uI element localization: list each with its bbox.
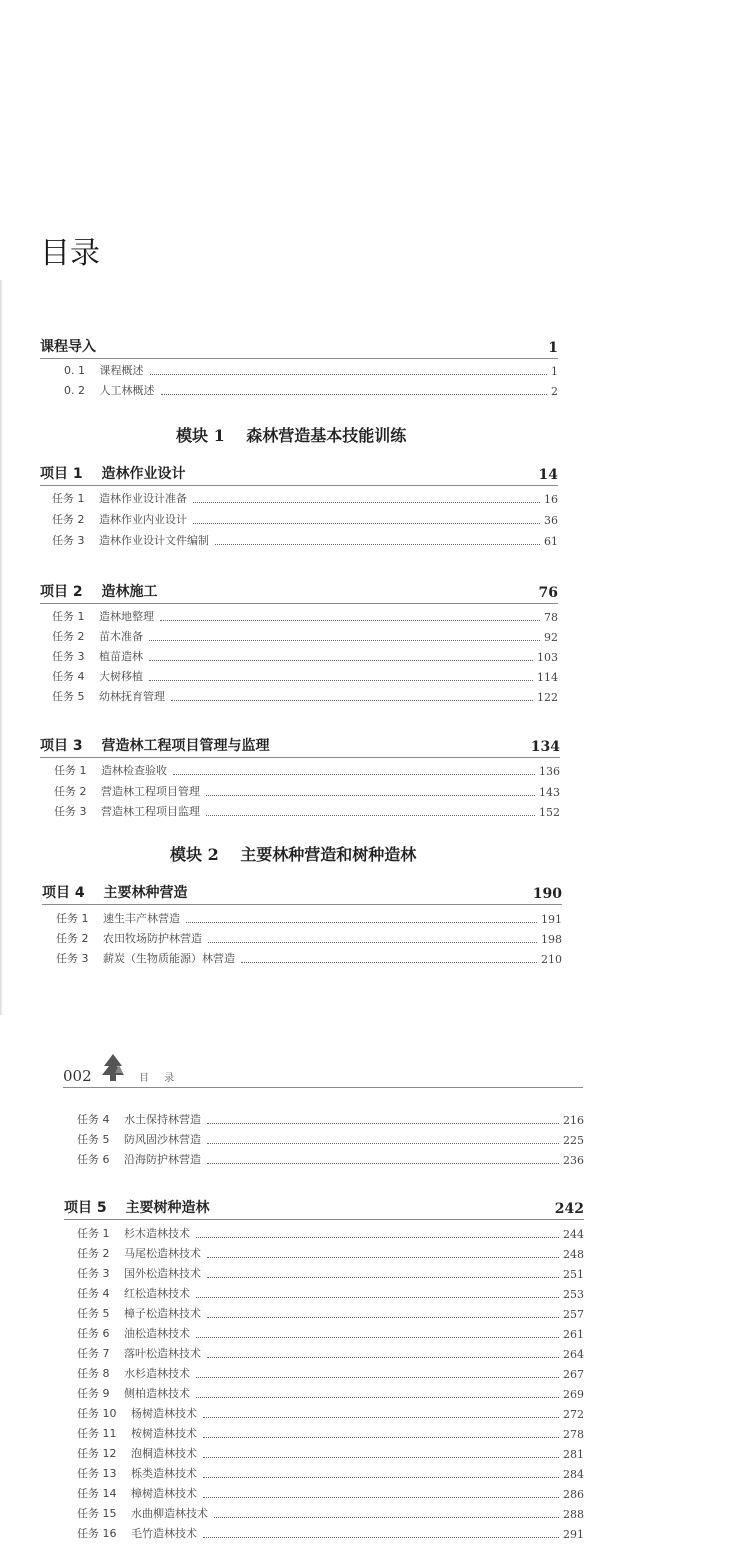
entry-label: 任务 5 樟子松造林技术 — [77, 1307, 201, 1320]
toc-entry[interactable] — [77, 1344, 584, 1361]
entry-page: 143 — [539, 786, 560, 799]
dot-leader — [207, 1143, 559, 1144]
entry-label: 任务 8 水杉造林技术 — [77, 1367, 190, 1380]
entry-page: 269 — [563, 1388, 584, 1401]
entry-page: 103 — [537, 651, 558, 664]
section-page: 14 — [538, 467, 558, 483]
toc-entry[interactable] — [77, 1364, 584, 1381]
entry-label: 任务 4 水土保持林营造 — [77, 1113, 201, 1126]
entry-page: 251 — [563, 1268, 584, 1281]
dot-leader — [203, 1417, 559, 1418]
toc-entry[interactable] — [52, 531, 558, 548]
section-project-2[interactable] — [40, 583, 558, 604]
toc-entry[interactable] — [77, 1424, 584, 1441]
toc-entry[interactable] — [77, 1110, 584, 1127]
entry-label: 任务 16 毛竹造林技术 — [77, 1527, 197, 1540]
entry-label: 任务 10 杨树造林技术 — [77, 1407, 197, 1420]
entry-label: 任务 4 红松造林技术 — [77, 1287, 190, 1300]
entry-page: 216 — [563, 1114, 584, 1127]
entry-label: 任务 1 造林检查验收 — [54, 764, 167, 777]
dot-leader — [203, 1457, 559, 1458]
dot-leader — [203, 1497, 559, 1498]
dot-leader — [173, 774, 535, 775]
entry-label: 任务 7 落叶松造林技术 — [77, 1347, 201, 1360]
entry-label: 任务 1 造林地整理 — [52, 610, 154, 623]
entry-page: 210 — [541, 953, 562, 966]
entry-label: 任务 2 营造林工程项目管理 — [54, 785, 200, 798]
entry-page: 264 — [563, 1348, 584, 1361]
entry-page: 2 — [551, 385, 558, 398]
entry-page: 78 — [544, 611, 558, 624]
toc-entry[interactable] — [77, 1324, 584, 1341]
entry-label: 0. 2 人工林概述 — [64, 384, 155, 397]
entry-page: 114 — [537, 671, 558, 684]
dot-leader — [149, 660, 533, 661]
section-page: 1 — [548, 340, 558, 356]
dot-leader — [203, 1437, 559, 1438]
entry-label: 任务 13 栎类造林技术 — [77, 1467, 197, 1480]
toc-entry[interactable] — [77, 1304, 584, 1321]
dot-leader — [215, 544, 540, 545]
entry-label: 任务 1 造林作业设计准备 — [52, 492, 187, 505]
entry-label: 任务 6 沿海防护林营造 — [77, 1153, 201, 1166]
entry-page: 236 — [563, 1154, 584, 1167]
section-project-5[interactable] — [64, 1199, 584, 1220]
section-project-4[interactable] — [42, 884, 562, 905]
entry-label: 任务 3 造林作业设计文件编制 — [52, 534, 209, 547]
entry-page: 248 — [563, 1248, 584, 1261]
dot-leader — [206, 795, 535, 796]
dot-leader — [208, 942, 537, 943]
dot-leader — [149, 640, 540, 641]
toc-entry[interactable] — [52, 687, 558, 704]
dot-leader — [193, 502, 540, 503]
dot-leader — [207, 1257, 559, 1258]
toc-entry[interactable] — [77, 1384, 584, 1401]
entry-label: 0. 1 课程概述 — [64, 364, 144, 377]
running-header — [63, 1049, 583, 1088]
dot-leader — [196, 1377, 559, 1378]
toc-entry[interactable] — [52, 510, 558, 527]
toc-entry[interactable] — [77, 1224, 584, 1241]
toc-entry[interactable] — [52, 667, 558, 684]
entry-page: 225 — [563, 1134, 584, 1147]
toc-entry[interactable] — [77, 1504, 584, 1521]
dot-leader — [196, 1237, 559, 1238]
entry-page: 272 — [563, 1408, 584, 1421]
dot-leader — [160, 620, 540, 621]
dot-leader — [207, 1277, 559, 1278]
toc-entry[interactable] — [77, 1284, 584, 1301]
entry-page: 1 — [551, 365, 558, 378]
entry-page: 253 — [563, 1288, 584, 1301]
dot-leader — [203, 1537, 559, 1538]
toc-entry[interactable] — [77, 1484, 584, 1501]
module-2-title: 模块 2 主要林种营造和树种造林 — [170, 845, 417, 864]
entry-label: 任务 11 桉树造林技术 — [77, 1427, 197, 1440]
toc-entry[interactable] — [56, 929, 562, 946]
section-page: 242 — [554, 1201, 584, 1217]
entry-page: 288 — [563, 1508, 584, 1521]
dot-leader — [203, 1477, 559, 1478]
entry-label: 任务 3 植苗造林 — [52, 650, 143, 663]
section-page: 190 — [532, 886, 562, 902]
dot-leader — [196, 1397, 559, 1398]
dot-leader — [196, 1297, 559, 1298]
toc-entry[interactable] — [77, 1444, 584, 1461]
dot-leader — [214, 1517, 559, 1518]
section-name: 项目 3 营造林工程项目管理与监理 — [40, 738, 270, 754]
entry-page: 92 — [544, 631, 558, 644]
toc-entry[interactable] — [54, 782, 560, 799]
entry-label: 任务 15 水曲柳造林技术 — [77, 1507, 208, 1520]
entry-label: 任务 2 马尾松造林技术 — [77, 1247, 201, 1260]
entry-label: 任务 5 防风固沙林营造 — [77, 1133, 201, 1146]
entry-label: 任务 6 油松造林技术 — [77, 1327, 190, 1340]
entry-label: 任务 9 侧柏造林技术 — [77, 1387, 190, 1400]
toc-entry[interactable] — [56, 909, 562, 926]
toc-entry[interactable] — [54, 802, 560, 819]
toc-entry[interactable] — [77, 1150, 584, 1167]
entry-label: 任务 2 造林作业内业设计 — [52, 513, 187, 526]
toc-entry[interactable] — [52, 627, 558, 644]
section-project-3[interactable] — [40, 737, 560, 758]
toc-entry[interactable] — [64, 381, 558, 398]
entry-page: 267 — [563, 1368, 584, 1381]
entry-page: 257 — [563, 1308, 584, 1321]
dot-leader — [193, 523, 540, 524]
entry-page: 136 — [539, 765, 560, 778]
toc-entry[interactable] — [77, 1244, 584, 1261]
dot-leader — [207, 1163, 559, 1164]
page-number: 002 — [63, 1067, 92, 1085]
entry-page: 36 — [544, 514, 558, 527]
entry-label: 任务 14 樟树造林技术 — [77, 1487, 197, 1500]
toc-entry[interactable] — [54, 761, 560, 778]
toc-entry[interactable] — [52, 489, 558, 506]
entry-label: 任务 12 泡桐造林技术 — [77, 1447, 197, 1460]
entry-page: 16 — [544, 493, 558, 506]
entry-page: 286 — [563, 1488, 584, 1501]
entry-page: 122 — [537, 691, 558, 704]
dot-leader — [207, 1317, 559, 1318]
entry-page: 284 — [563, 1468, 584, 1481]
entry-label: 任务 2 农田牧场防护林营造 — [56, 932, 202, 945]
entry-page: 291 — [563, 1528, 584, 1541]
entry-page: 198 — [541, 933, 562, 946]
entry-page: 244 — [563, 1228, 584, 1241]
section-page: 134 — [530, 739, 560, 755]
section-page: 76 — [538, 585, 558, 601]
toc-title: 目录 — [40, 236, 100, 271]
page-edge-shadow — [0, 280, 3, 1015]
entry-label: 任务 3 薪炭（生物质能源）林营造 — [56, 952, 235, 965]
toc-entry[interactable] — [52, 647, 558, 664]
dot-leader — [171, 700, 533, 701]
entry-label: 任务 3 营造林工程项目监理 — [54, 805, 200, 818]
toc-entry[interactable] — [64, 361, 558, 378]
dot-leader — [241, 962, 537, 963]
entry-page: 152 — [539, 806, 560, 819]
toc-entry[interactable] — [77, 1264, 584, 1281]
dot-leader — [207, 1357, 559, 1358]
entry-label: 任务 5 幼林抚育管理 — [52, 690, 165, 703]
section-name: 课程导入 — [40, 339, 96, 355]
section-name: 项目 5 主要树种造林 — [64, 1200, 210, 1216]
dot-leader — [207, 1123, 559, 1124]
entry-label: 任务 3 国外松造林技术 — [77, 1267, 201, 1280]
dot-leader — [150, 374, 548, 375]
section-name: 项目 4 主要林种营造 — [42, 885, 188, 901]
entry-page: 281 — [563, 1448, 584, 1461]
entry-page: 191 — [541, 913, 562, 926]
section-project-1[interactable] — [40, 465, 558, 486]
section-intro[interactable] — [40, 338, 558, 359]
running-header-text: 目 录 — [139, 1073, 181, 1084]
dot-leader — [149, 680, 533, 681]
dot-leader — [206, 815, 535, 816]
entry-label: 任务 4 大树移植 — [52, 670, 143, 683]
toc-entry[interactable] — [52, 607, 558, 624]
dot-leader — [196, 1337, 559, 1338]
toc-entry[interactable] — [77, 1464, 584, 1481]
entry-page: 261 — [563, 1328, 584, 1341]
toc-entry[interactable] — [77, 1130, 584, 1147]
toc-entry[interactable] — [56, 949, 562, 966]
entry-label: 任务 1 速生丰产林营造 — [56, 912, 180, 925]
toc-entry[interactable] — [77, 1404, 584, 1421]
dot-leader — [161, 394, 548, 395]
section-name: 项目 2 造林施工 — [40, 584, 158, 600]
dot-leader — [186, 922, 537, 923]
entry-label: 任务 1 杉木造林技术 — [77, 1227, 190, 1240]
module-1-title: 模块 1 森林营造基本技能训练 — [176, 426, 407, 445]
entry-page: 61 — [544, 535, 558, 548]
tree-icon — [99, 1053, 127, 1087]
entry-label: 任务 2 苗木准备 — [52, 630, 143, 643]
toc-entry[interactable] — [77, 1524, 584, 1541]
entry-page: 278 — [563, 1428, 584, 1441]
section-name: 项目 1 造林作业设计 — [40, 466, 186, 482]
